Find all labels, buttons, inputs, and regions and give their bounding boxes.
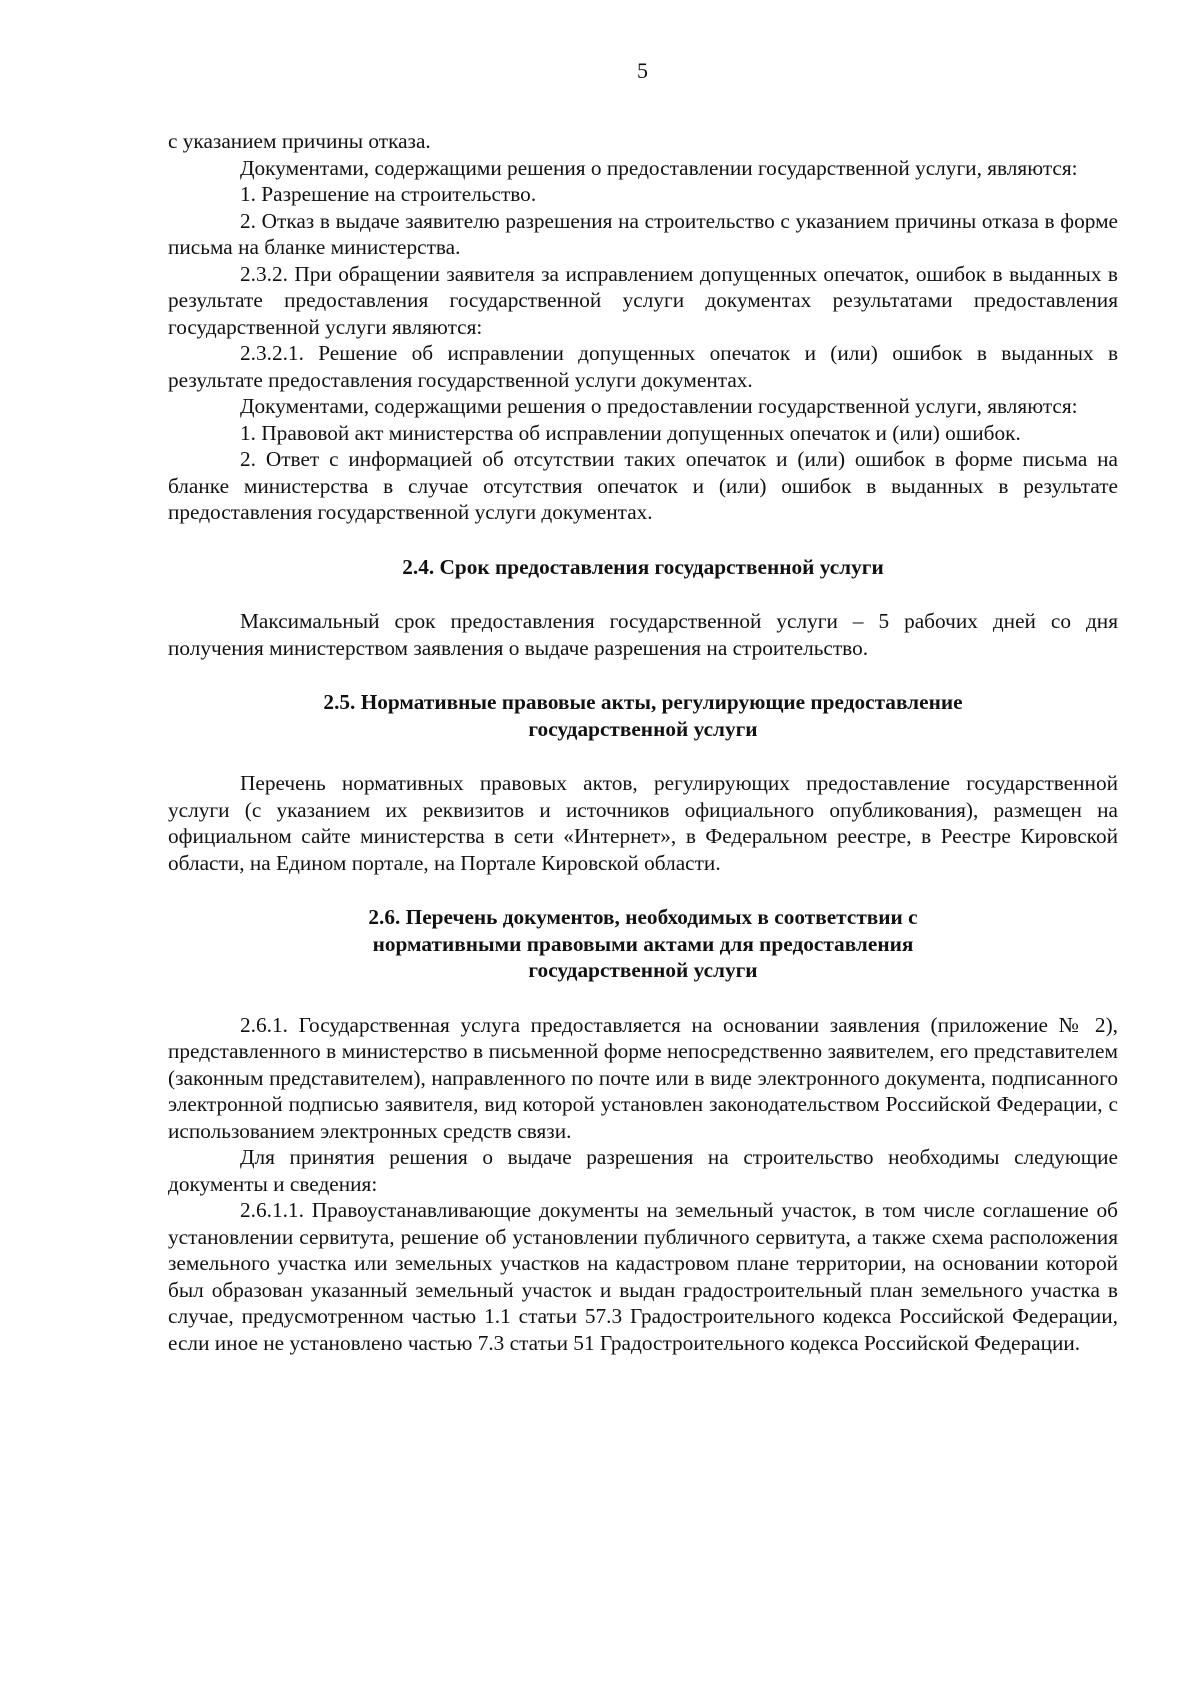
paragraph-normative-acts: Перечень нормативных правовых актов, регулирующих предоставление государственной услуги (с указанием их реквизитов и источников официального опубликования), размещен на официальном сайте министерства в сети «Интернет», в Федеральном реестре, в Реестре Кировской области, на Едином портале, на Портале Кировской области.: [168, 771, 1118, 875]
paragraph-2-3-2: 2.3.2. При обращении заявителя за исправлением допущенных опечаток, ошибок в выданных в результате предоставления государственной услуги документах результатами предоставления государственной услуги являются:: [168, 261, 1118, 339]
paragraph-required-documents-intro: Для принятия решения о выдаче разрешения на строительство необходимы следующие документы и сведения:: [168, 1145, 1118, 1196]
section-heading-2-6: 2.6. Перечень документов, необходимых в соответствии с нормативными правовыми актами для предоставления государственной услуги: [368, 905, 918, 982]
document-body: [168, 128, 1118, 1356]
paragraph-2-3-2-1: 2.3.2.1. Решение об исправлении допущенных опечаток и (или) ошибок в выданных в результате предоставления государственной услуги документах.: [168, 341, 1118, 392]
paragraph-2-6-1-1: 2.6.1.1. Правоустанавливающие документы на земельный участок, в том числе соглашение об установлении сервитута, решение об установлении публичного сервитута, а также схема расположения земельного участка или земельных участков на кадастровом плане территории, на основании которой был образован указанный земельный участок и выдан градостроительный план земельного участка в случае, предусмотренном частью 1.1 статьи 57.3 Градостроительного кодекса Российской Федерации, если иное не установлено частью 7.3 статьи 51 Градостроительного кодекса Российской Федерации.: [168, 1198, 1118, 1355]
paragraph-decision-documents-intro: Документами, содержащими решения о предоставлении государственной услуги, являются:: [240, 155, 1078, 180]
paragraph-item-response-letter: 2. Ответ с информацией об отсутствии таких опечаток и (или) ошибок в форме письма на бланке министерства в случае отсутствия опечаток и (или) ошибок в выданных в результате предоставления государственной услуги документах.: [168, 447, 1118, 524]
paragraph-decision-documents-intro-2: Документами, содержащими решения о предоставлении государственной услуги, являются:: [240, 394, 1078, 418]
paragraph-item-permit-refusal: 2. Отказ в выдаче заявителю разрешения на строительство с указанием причины отказа в форме письма на бланке министерства.: [168, 208, 1118, 259]
paragraph-max-term: Максимальный срок предоставления государственной услуги – 5 рабочих дней со дня получения министерством заявления о выдаче разрешения на строительство.: [168, 609, 1118, 660]
paragraph-item-construction-permit: 1. Разрешение на строительство.: [240, 182, 537, 206]
paragraph-item-legal-act: 1. Правовой акт министерства об исправлении допущенных опечаток и (или) ошибок.: [240, 420, 1021, 445]
paragraph-2-6-1: 2.6.1. Государственная услуга предоставляется на основании заявления (приложение № 2), представленного в министерство в письменной форме непосредственно заявителем, его представителем (законным представителем), направленного по почте или в виде электронного документа, подписанного электронной подписью заявителя, вид которой установлен законодательством Российской Федерации, с использованием электронных средств связи.: [168, 1012, 1118, 1143]
section-heading-2-5: 2.5. Нормативные правовые акты, регулирующие предоставление государственной услуги: [323, 690, 963, 741]
page-number: 5: [637, 58, 648, 83]
section-heading-2-4: 2.4. Срок предоставления государственной услуги: [402, 554, 884, 579]
paragraph-refusal-reason-end: с указанием причины отказа.: [168, 129, 431, 153]
